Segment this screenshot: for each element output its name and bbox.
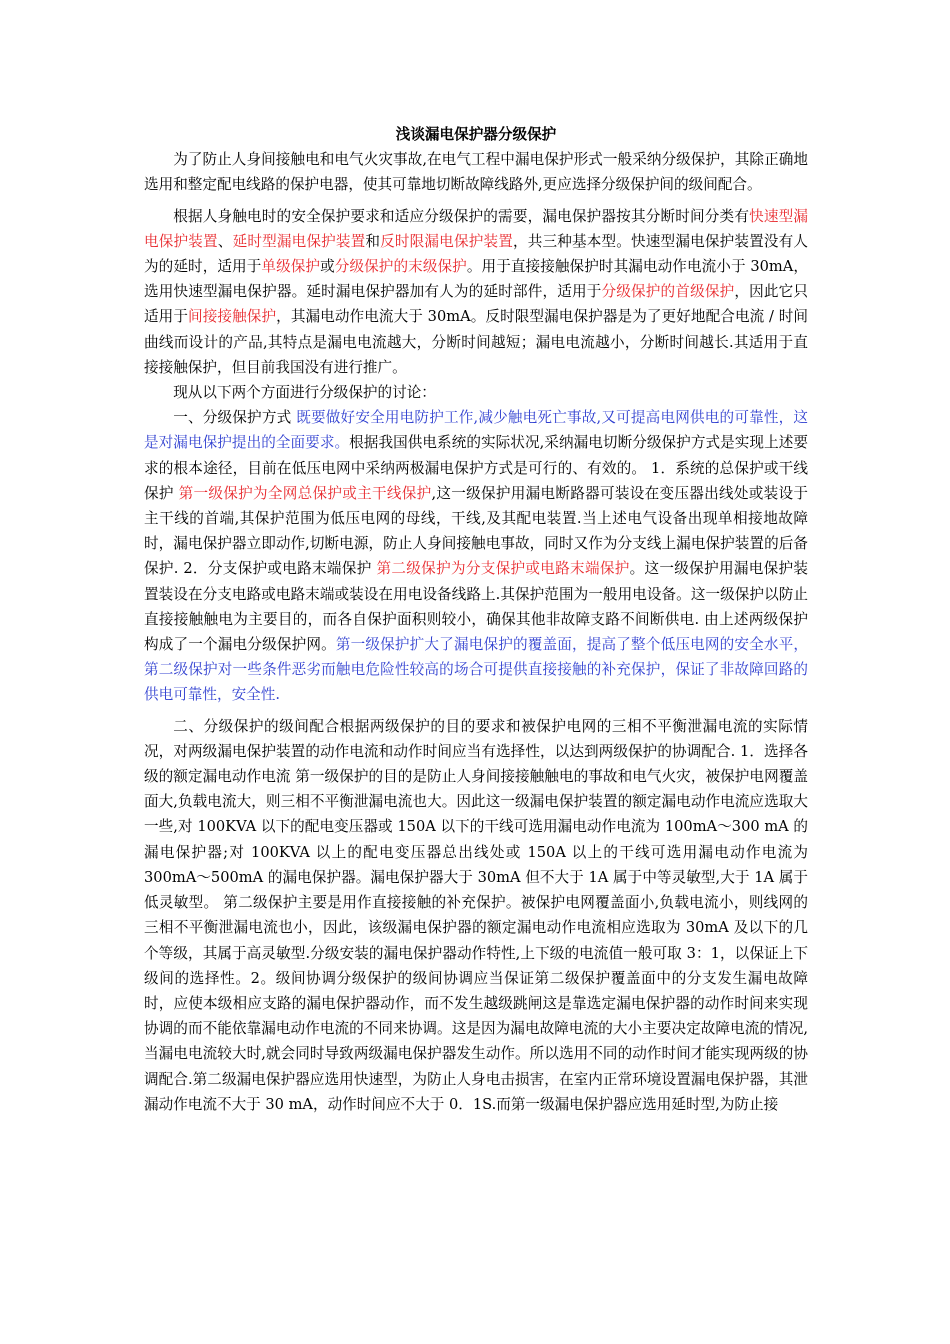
text-run: ，共三种基本型。快速型漏电保护装置没有人为的延时，适用于 (144, 232, 808, 276)
highlight-text-red: 第一级保护为全网总保护或主干线保护 (178, 484, 432, 502)
highlight-text-red: 快速型漏电保护装置 (144, 207, 808, 250)
text-run: 现从以下两个方面进行分级保护的讨论： (173, 384, 436, 402)
text-run: 和 (365, 232, 381, 250)
text-run: 。用于直接接触保护时其漏电动作电流小于 30mA，选用快速型漏电保护器。延时漏电保护器加有人为的延时部件，适用于 (144, 258, 808, 301)
highlight-text-red: 单级保护 (261, 258, 321, 276)
paragraph-section-two (144, 714, 808, 1117)
paragraph-discussion-lead (144, 380, 808, 405)
paragraph-intro (144, 147, 808, 197)
text-run: ，其漏电动作电流大于 30mA。反时限型漏电保护器是为了更好地配合电流 / 时间曲线而设计的产品,其特点是漏电电流越大，分断时间越短；漏电电流越小，分断时间越长.其适用于直接接触保护，但目前我国没有进行推广。 (144, 308, 808, 376)
text-run: 为了防止人身间接触电和电气火灾事故,在电气工程中漏电保护形式一般采纳分级保护，其除正确地选用和整定配电线路的保护电器，使其可靠地切断故障线路外,更应选择分级保护间的级间配合。 (144, 151, 808, 194)
highlight-text-blue: 既要做好安全用电防护工作,减少触电死亡事故,又可提高电网供电的可靠性，这是对漏电保护提出的全面要求。 (144, 409, 809, 452)
text-run: 根据人身触电时的安全保护要求和适应分级保护的需要，漏电保护器按其分断时间分类有 (173, 207, 750, 225)
text-run: 二、分级保护的级间配合根据两级保护的目的要求和被保护电网的三相不平衡泄漏电流的实际情况，对两级漏电保护装置的动作电流和动作时间应当有选择性，以达到两级保护的协调配合. 1．选择各级的额定漏电动作电流 第一级保护的目的是防止人身间接接触触电的事故和电气火灾，被保护电网覆盖面大,负载电流大，则三相不平衡泄漏电流也大。因此这一级漏电保护装置的额定漏电动作电流应选取大一些,对 100KVA 以下的配电变压器或 150A 以下的干线可选用漏电动作电流为 100mA～300 mA 的漏电保护器;对 100KVA 以上的配电变压器总出线处或 150A 以上的干线可选用漏电动作电流为 300mA～500mA 的漏电保护器。漏电保护器大于 30mA 但不大于 1A 属于中等灵敏型,大于 1A 属于低灵敏型。 第二级保护主要是用作直接接触的补充保护。被保护电网覆盖面小,负载电流小，则线网的三相不平衡泄漏电流也小，因此，该级漏电保护器的额定漏电动作电流相应选取为 30mA 及以下的几个等级，其属于高灵敏型.分级安装的漏电保护器动作特性,上下级的电流值一般可取 3：1，以保证上下级间的选择性。2。级间协调分级保护的级间协调应当保证第二级保护覆盖面中的分支发生漏电故障时，应使本级相应支路的漏电保护器动作，而不发生越级跳闸这是靠选定漏电保护器的动作时间来实现协调的而不能依靠漏电动作电流的不同来协调。这是因为漏电故障电流的大小主要决定故障电流的情况,当漏电电流较大时,就会同时导致两级漏电保护器发生动作。所以选用不同的动作时间才能实现两级的协调配合.第二级漏电保护器应选用快速型，为防止人身电击损害，在室内正常环境设置漏电保护器，其泄漏动作电流不大于 30 mA，动作时间应不大于 0．1S.而第一级漏电保护器应选用延时型,为防止接 (144, 717, 808, 1113)
text-run: 一、分级保护方式 (173, 409, 297, 427)
text-run: ，因此它只适用于 (144, 283, 808, 326)
text-run: 。这一级保护用漏电保护装置装设在分支电路或电路末端或装设在用电设备线路上.其保护范围为一般用电设备。这一级保护以防止直接接触触电为主要目的，而各自保护面积则较小，确保其他非故障支路不间断供电. 由上述两级保护构成了一个漏电分级保护网。 (144, 560, 808, 654)
text-run: 根据我国供电系统的实际状况,采纳漏电切断分级保护方式是实现上述要求的根本途径，目前在低压电网中采纳两极漏电保护方式是可行的、有效的。 1．系统的总保护或干线保护 (144, 434, 808, 502)
text-run: 、 (217, 232, 233, 250)
highlight-text-red: 间接接触保护 (188, 308, 277, 326)
highlight-text-red: 第二级保护为分支保护或电路末端保护 (376, 560, 630, 578)
text-run: 或 (320, 258, 335, 276)
highlight-text-blue: 第一级保护扩大了漏电保护的覆盖面，提高了整个低压电网的安全水平，第二级保护对一些条件恶劣而触电危险性较高的场合可提供直接接触的补充保护，保证了非故障回路的供电可靠性，安全性. (144, 636, 808, 704)
document-page (144, 122, 808, 1117)
text-run: ,这一级保护用漏电断路器可装设在变压器出线处或装设于主干线的首端,其保护范围为低压电网的母线，干线,及其配电装置.当上述电气设备出现单相接地故障时，漏电保护器立即动作,切断电源，防止人身间接触电事故，同时又作为分支线上漏电保护装置的后备保护. 2．分支保护或电路末端保护 (144, 484, 808, 578)
document-title: 浅谈漏电保护器分级保护 (395, 126, 557, 143)
paragraph-section-one (144, 405, 808, 707)
paragraph-device-types (144, 204, 808, 380)
highlight-text-red: 分级保护的末级保护 (334, 258, 467, 276)
highlight-text-red: 反时限漏电保护装置 (380, 232, 513, 250)
highlight-text-red: 分级保护的首级保护 (601, 283, 735, 301)
highlight-text-red: 延时型漏电保护装置 (232, 232, 366, 250)
